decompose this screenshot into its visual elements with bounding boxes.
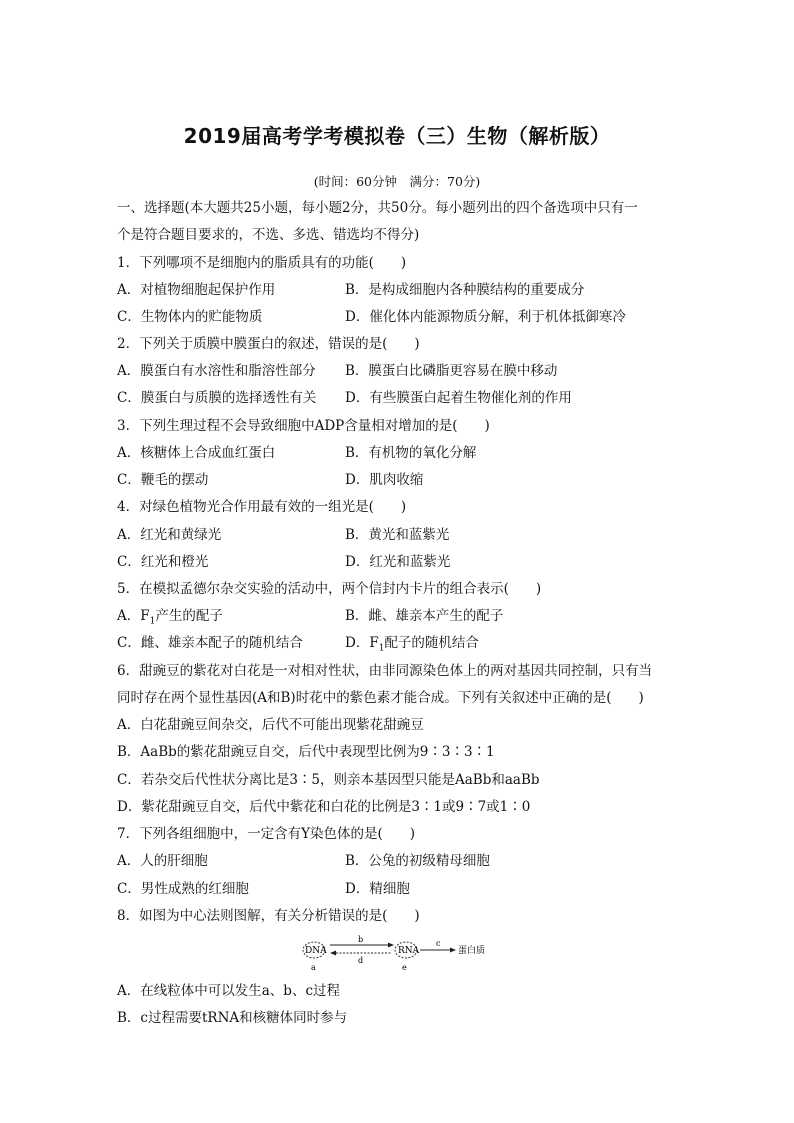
process-b-label: b xyxy=(358,935,364,944)
question-5-option-d xyxy=(345,633,479,659)
question-3-option-d: D．肌肉收缩 xyxy=(345,472,424,488)
question-2-option-a: A．膜蛋白有水溶性和脂溶性部分 xyxy=(117,363,316,379)
process-c-label: c xyxy=(436,939,441,948)
section-instructions-line2: 个是符合题目要求的，不选、多选、错选均不得分) xyxy=(117,227,420,243)
arrowhead xyxy=(330,951,336,956)
question-1-option-b: B．是构成细胞内各种膜结构的重要成分 xyxy=(345,282,585,298)
question-6-option-d: D．紫花甜豌豆自交，后代中紫花和白花的比例是3∶1或9∶7或1∶0 xyxy=(117,799,531,815)
question-7-option-a: A．人的肝细胞 xyxy=(117,853,208,869)
protein-label: 蛋白质 xyxy=(458,946,486,956)
question-6-stem-line1: 6．甜豌豆的紫花对白花是一对相对性状，由非同源染色体上的两对基因共同控制，只有当 xyxy=(117,663,653,679)
question-6-option-b: B．AaBb的紫花甜豌豆自交，后代中表现型比例为9∶3∶3∶1 xyxy=(117,744,495,760)
question-7-option-c: C．男性成熟的红细胞 xyxy=(117,881,249,897)
question-2-option-c: C．膜蛋白与质膜的选择透性有关 xyxy=(117,390,317,406)
question-1-option-a: A．对植物细胞起保护作用 xyxy=(117,282,276,298)
question-1-option-c: C．生物体内的贮能物质 xyxy=(117,309,263,325)
question-4-option-b: B．黄光和蓝紫光 xyxy=(345,527,450,543)
question-3-option-c: C．鞭毛的摆动 xyxy=(117,472,209,488)
arrowhead xyxy=(450,948,456,953)
process-a-label: a xyxy=(311,963,316,972)
question-2-stem: 2．下列关于质膜中膜蛋白的叙述，错误的是( ) xyxy=(117,336,420,352)
option-d-prefix: D．F xyxy=(345,635,379,651)
question-4-option-a: A．红光和黄绿光 xyxy=(117,527,222,543)
question-6-option-c: C．若杂交后代性状分离比是3∶5，则亲本基因型只能是AaBb和aaBb xyxy=(117,772,540,788)
question-6-stem-line2: 同时存在两个显性基因(A和B)时花中的紫色素才能合成。下列有关叙述中正确的是( ) xyxy=(117,690,644,706)
rna-label: RNA xyxy=(398,946,420,956)
question-5-option-b: B．雌、雄亲本产生的配子 xyxy=(345,608,504,624)
question-5-stem: 5．在模拟孟德尔杂交实验的活动中，两个信封内卡片的组合表示( ) xyxy=(117,581,542,597)
question-8-option-b: B．c过程需要tRNA和核糖体同时参与 xyxy=(117,1010,348,1026)
question-2-option-b: B．膜蛋白比磷脂更容易在膜中移动 xyxy=(345,363,558,379)
central-dogma-diagram xyxy=(300,934,500,978)
arrowhead xyxy=(388,943,394,948)
process-d-label: d xyxy=(358,956,364,965)
option-d-text: 配子的随机结合 xyxy=(384,635,479,651)
subscript-1: 1 xyxy=(149,616,156,627)
question-7-option-d: D．精细胞 xyxy=(345,881,410,897)
question-4-option-c: C．红光和橙光 xyxy=(117,554,209,570)
section-instructions-line1: 一、选择题(本大题共25小题，每小题2分，共50分。每小题列出的四个备选项中只有一 xyxy=(117,200,638,216)
question-4-option-d: D．红光和蓝紫光 xyxy=(345,554,451,570)
process-e-label: e xyxy=(402,963,407,972)
question-4-stem: 4．对绿色植物光合作用最有效的一组光是( ) xyxy=(117,499,407,515)
question-8-option-a: A．在线粒体中可以发生a、b、c过程 xyxy=(117,983,341,999)
page-title: 2019届高考学考模拟卷（三）生物（解析版） xyxy=(183,124,611,148)
question-1-option-d: D．催化体内能源物质分解，利于机体抵御寒冷 xyxy=(345,309,626,325)
option-a-prefix: A．F xyxy=(117,608,150,624)
dna-label: DNA xyxy=(305,946,327,956)
question-3-option-b: B．有机物的氧化分解 xyxy=(345,445,477,461)
question-7-stem: 7．下列各组细胞中，一定含有Y染色体的是( ) xyxy=(117,826,416,842)
exam-time-score: (时间：60分钟 满分：70分) xyxy=(313,174,481,189)
question-7-option-b: B．公兔的初级精母细胞 xyxy=(345,853,490,869)
question-5-option-a xyxy=(117,606,223,632)
question-3-option-a: A．核糖体上合成血红蛋白 xyxy=(117,445,276,461)
question-1-stem: 1．下列哪项不是细胞内的脂质具有的功能( ) xyxy=(117,255,407,271)
question-5-option-c: C．雌、雄亲本配子的随机结合 xyxy=(117,635,303,651)
question-8-stem: 8．如图为中心法则图解，有关分析错误的是( ) xyxy=(117,908,420,924)
question-6-option-a: A．白花甜豌豆间杂交，后代不可能出现紫花甜豌豆 xyxy=(117,717,424,733)
question-3-stem: 3．下列生理过程不会导致细胞中ADP含量相对增加的是( ) xyxy=(117,418,490,434)
option-a-text: 产生的配子 xyxy=(155,608,223,624)
subscript-1: 1 xyxy=(378,643,385,654)
question-2-option-d: D．有些膜蛋白起着生物催化剂的作用 xyxy=(345,390,572,406)
